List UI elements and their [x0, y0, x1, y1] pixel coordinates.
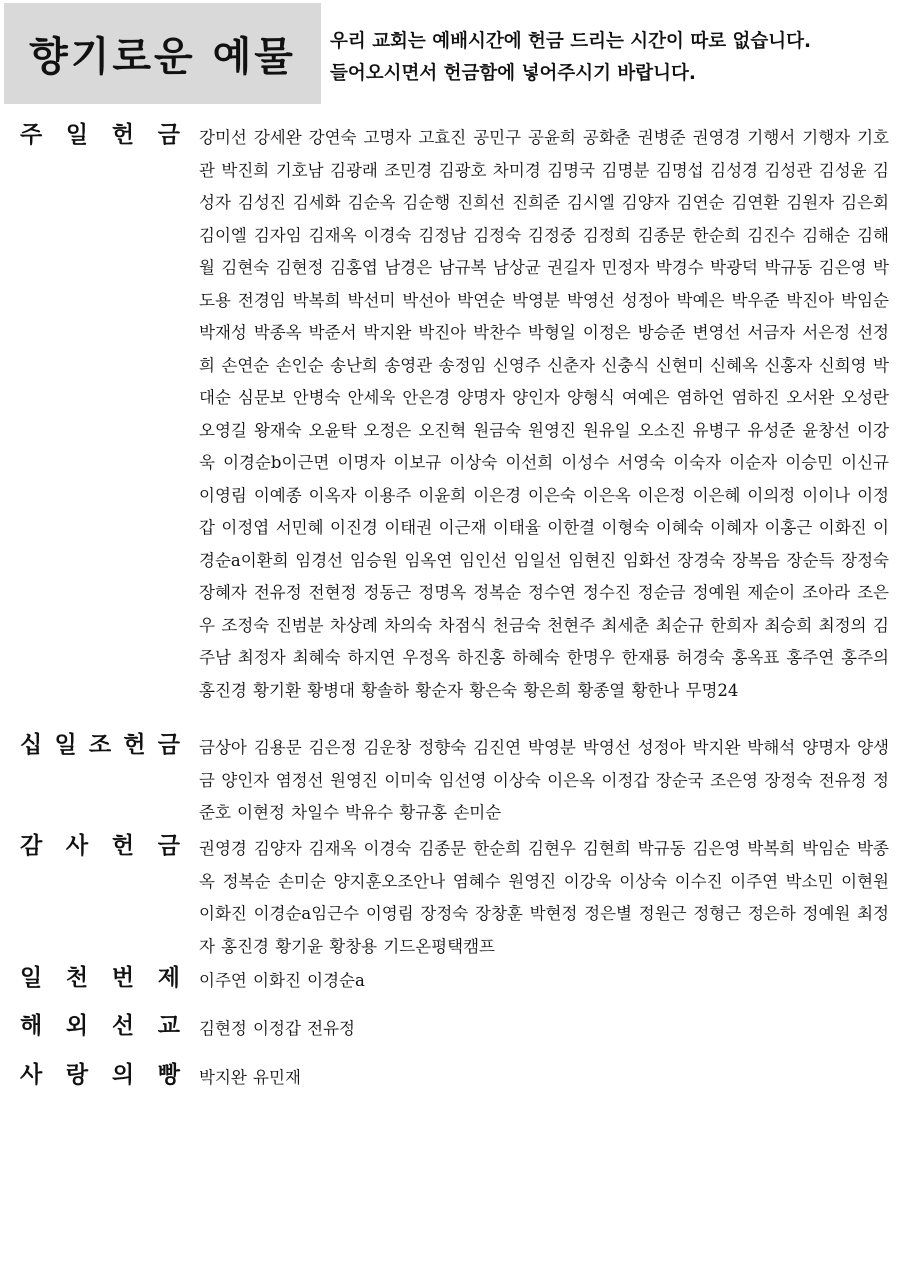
section-label: 십 일 조 헌 금 [20, 732, 180, 758]
notice-line-1: 우리 교회는 예배시간에 헌금 드리는 시간이 따로 없습니다. [330, 31, 812, 52]
donor-names: 강미선 강세완 강연숙 고명자 고효진 공민구 공윤희 공화춘 권병준 권영경 기행서 기행자 기호관 박진희 기호남 김광래 조민경 김광호 차미경 김명국 김명분 김명섭 김성경 김성관 김성윤 김성자 김성진 김세화 김순옥 김순행 진희선 진희준 김시엘 김양자 김연순 김연환 김원자 김은회 김이엘 김자임 김재옥 이경숙 김정남 김정숙 김정중 김정희 김종문 한순희 김진수 김해순 김해월 김현숙 김현정 김홍엽 남경은 남규복 남상균 권길자 민정자 박경수 박광덕 박규동 김은영 박도용 전경임 박복희 박선미 박선아 박연순 박영분 박영선 성정아 박예은 박우준 박진아 박임순 박재성 박종옥 박준서 박지완 박진아 박찬수 박형일 이정은 방승준 변영선 서금자 서은정 선정희 손연순 손인순 송난희 송영관 송정임 신영주 신춘자 신충식 신현미 신혜옥 신홍자 신희영 박대순 심문보 안병숙 안세욱 안은경 양명자 양인자 양형식 여예은 염하언 염하진 오서완 오성란 오영길 왕재숙 오윤탁 오정은 오진혁 원금숙 원영진 원유일 오소진 유병구 유성준 윤창선 이강욱 이경순b이근면 이명자 이보규 이상숙 이선희 이성수 서영숙 이숙자 이순자 이승민 이신규 이영림 이예종 이옥자 이용주 이윤희 이은경 이은숙 이은옥 이은정 이은혜 이의정 이이나 이정갑 이정엽 서민혜 이진경 이태권 이근재 이태율 이한결 이형숙 이혜숙 이혜자 이홍근 이화진 이경순a이환희 임경선 임승원 임옥연 임인선 임일선 임현진 임화선 장경숙 장복음 장순득 장정숙 장혜자 전유정 전현정 정동근 정명옥 정복순 정수연 정수진 정순금 정예원 제순이 조아라 조은우 조정숙 진범분 차상례 차의숙 차점식 천금숙 천현주 최세춘 최순규 한희자 최승희 최정의 김주남 최정자 최혜숙 하지연 우정옥 하진홍 하혜숙 한명우 한재룡 허경숙 홍옥표 홍주연 홍주의 홍진경 황기환 황병대 황솔하 황순자 황은숙 황은희 황종열 황한나 무명24 [199, 128, 889, 700]
donor-names: 이주연 이화진 이경순a [199, 971, 365, 990]
donor-names: 금상아 김용문 김은정 김운창 정향숙 김진연 박영분 박영선 성정아 박지완 박해석 양명자 양생금 양인자 염정선 원영진 이미숙 임선영 이상숙 이은옥 이정갑 장순국 조은영 장정숙 전유정 정준호 이현정 차일수 박유수 황규홍 손미순 [199, 738, 889, 822]
title-banner [4, 3, 321, 104]
notice-line-2: 들어오시면서 헌금함에 넣어주시기 바랍니다. [330, 63, 696, 84]
donor-names: 권영경 김양자 김재옥 이경숙 김종문 한순희 김현우 김현희 박규동 김은영 박복희 박임순 박종옥 정복순 손미순 양지훈오조안나 염혜수 원영진 이강욱 이상숙 이수진 이주연 박소민 이현원 이화진 이경순a임근수 이영림 장정숙 장창훈 박현정 정은별 정원근 정형근 정은하 정예원 최정자 홍진경 황기윤 황창용 기드온평택캠프 [199, 839, 889, 956]
offering-notice [330, 26, 890, 90]
donor-names: 김현정 이정갑 전유정 [199, 1019, 355, 1038]
section-label: 일 천 번 제 [20, 965, 180, 991]
section-label: 주 일 헌 금 [20, 122, 180, 148]
section-label: 사 랑 의 빵 [20, 1062, 180, 1088]
page-title: 향기로운 예물 [29, 34, 296, 80]
section-label: 해 외 선 교 [20, 1013, 180, 1039]
donor-names: 박지완 유민재 [199, 1068, 301, 1087]
section-label: 감 사 헌 금 [20, 833, 180, 859]
